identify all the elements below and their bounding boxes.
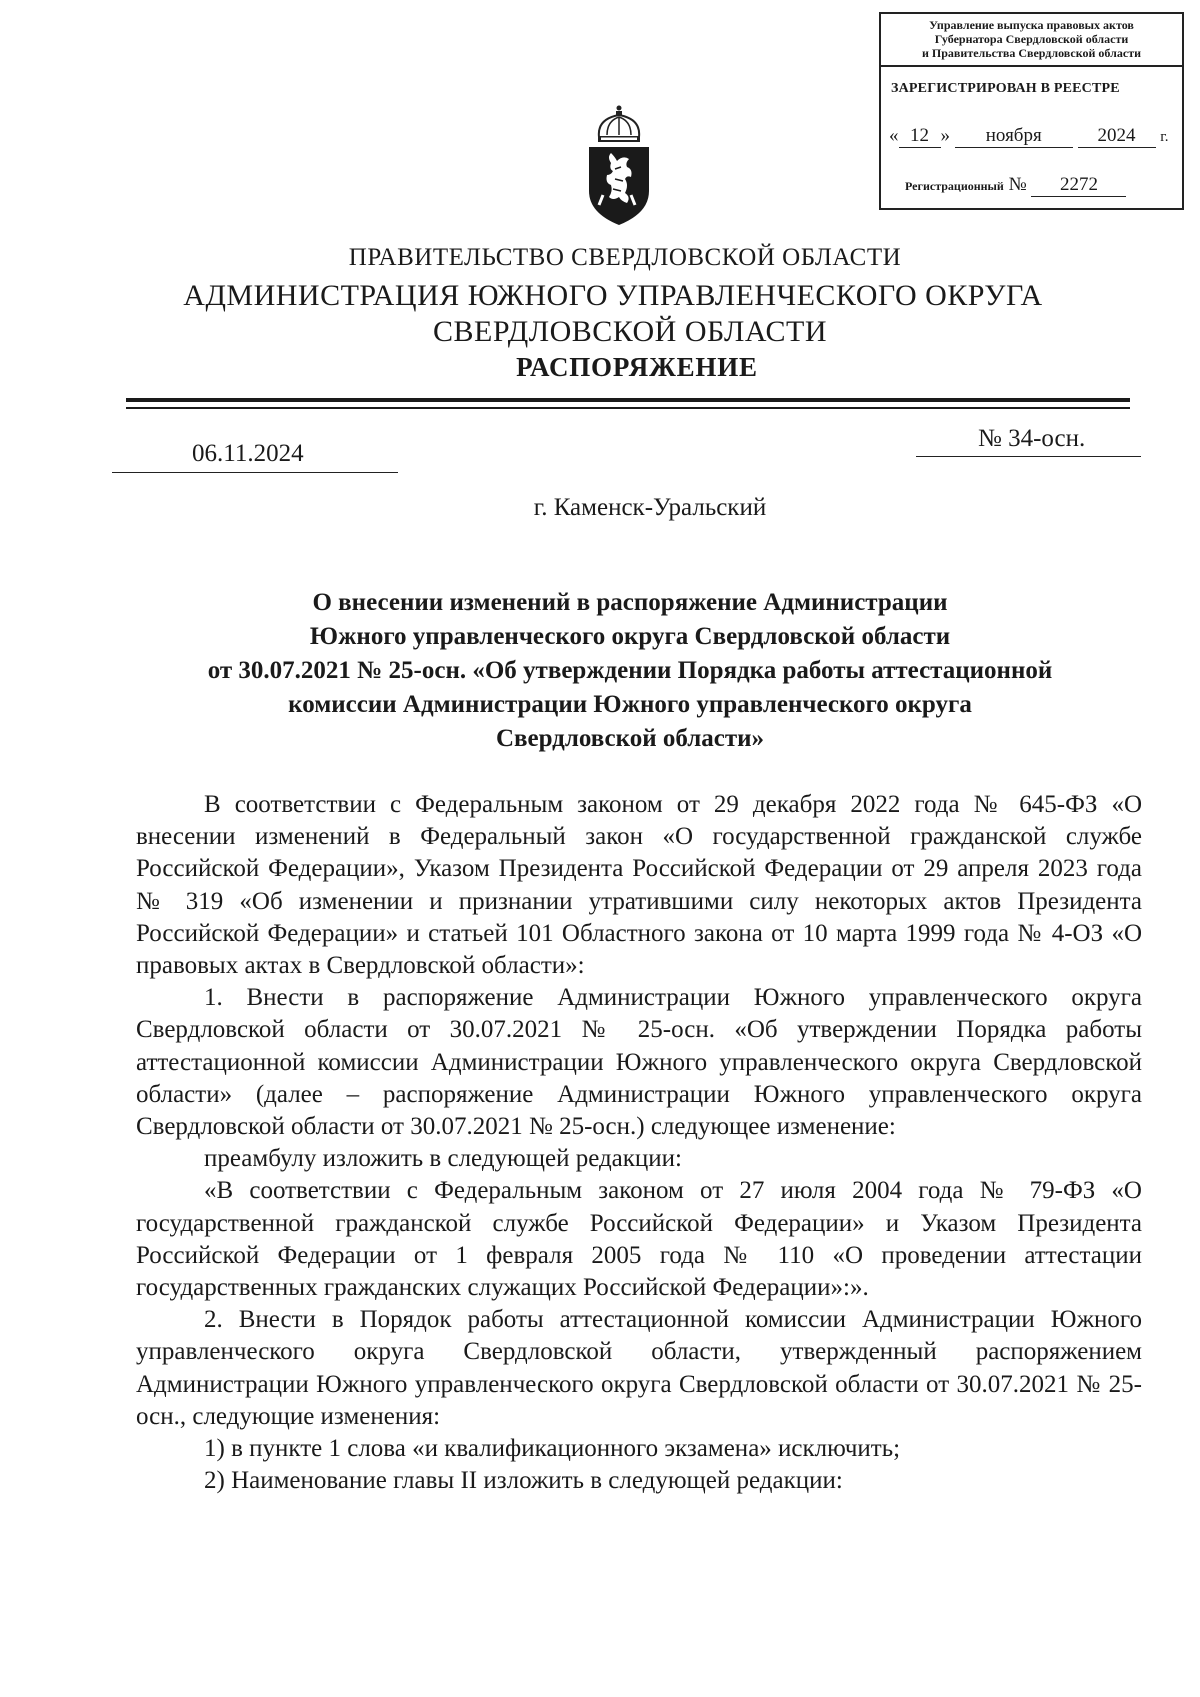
body-paragraph-new-preamble: «В соответствии с Федеральным законом от 27 июля 2004 года № 79-ФЗ «О государственной гражданской службе Российской Федерации» и Указом Президента Российской Федерации от 1 февраля 2005 года № 110 «О проведении аттестации государственных гражданских служащих Российской Федерации»:». — [136, 1177, 1142, 1302]
document-title — [140, 586, 1120, 756]
title-line: Южного управленческого округа Свердловской области — [309, 623, 951, 650]
coat-of-arms-icon — [585, 105, 653, 229]
body-paragraph-subitem2: 2) Наименование главы II изложить в следующей редакции: — [204, 1467, 843, 1495]
stamp-reg-label: Регистрационный — [905, 179, 1004, 193]
body-paragraph-item1: 1. Внести в распоряжение Администрации Южного управленческого округа Свердловской области от 30.07.2021 № 25-осн. «Об утверждении Порядка работы аттестационной комиссии Администрации Южного управленческого округа Свердловской области» (далее – распоряжение Администрации Южного управленческого округа Свердловской области от 30.07.2021 № 25-осн.) следующее изменение: — [136, 984, 1142, 1141]
document-body — [136, 789, 1142, 1497]
body-paragraph-item2: 2. Внести в Порядок работы аттестационной комиссии Администрации Южного управленческого округа Свердловской области, утвержденный распоряжением Администрации Южного управленческого округа Свердловской области от 30.07.2021 № 25-осн., следующие изменения: — [136, 1306, 1142, 1430]
document-number: № 34-осн. — [916, 425, 1141, 457]
stamp-open-quote: « — [889, 125, 899, 146]
title-line: комиссии Администрации Южного управленческого округа — [288, 691, 972, 718]
administration-name-line1: АДМИНИСТРАЦИЯ ЮЖНОГО УПРАВЛЕНЧЕСКОГО ОКРУГА — [183, 279, 1043, 312]
title-line: от 30.07.2021 № 25-осн. «Об утверждении Порядка работы аттестационной — [207, 657, 1053, 684]
stamp-registered-label: ЗАРЕГИСТРИРОВАН В РЕЕСТРЕ — [891, 81, 1120, 96]
body-paragraph-subitem1: 1) в пункте 1 слова «и квалификационного экзамена» исключить; — [204, 1435, 901, 1463]
document-city: г. Каменск-Уральский — [533, 494, 767, 521]
title-line: О внесении изменений в распоряжение Администрации — [312, 589, 948, 616]
stamp-year: 2024 — [1078, 125, 1156, 148]
stamp-year-suffix: г. — [1160, 129, 1169, 145]
stamp-close-quote: » — [940, 125, 950, 146]
body-paragraph-preamble-instruction: преамбулу изложить в следующей редакции: — [204, 1145, 683, 1173]
title-line: Свердловской области» — [495, 725, 765, 752]
stamp-no-sign: № — [1008, 174, 1027, 195]
stamp-date — [889, 125, 1179, 148]
stamp-office — [881, 14, 1182, 67]
header-divider-thin — [126, 407, 1130, 409]
government-name: ПРАВИТЕЛЬСТВО СВЕРДЛОВСКОЙ ОБЛАСТИ — [348, 244, 902, 271]
document-date: 06.11.2024 — [112, 440, 398, 473]
stamp-day: 12 — [899, 125, 941, 148]
header-divider — [126, 398, 1130, 402]
registry-stamp — [879, 12, 1184, 210]
stamp-number-value: 2272 — [1031, 174, 1126, 197]
stamp-office-line: Управление выпуска правовых актов — [929, 18, 1134, 32]
stamp-reg-number — [905, 174, 1126, 197]
stamp-month: ноября — [955, 125, 1073, 148]
body-paragraph-preamble: В соответствии с Федеральным законом от 29 декабря 2022 года № 645-ФЗ «О внесении изменений в Федеральный закон «О государственной гражданской службе Российской Федерации», Указом Президента Российской Федерации от 29 апреля 2023 года № 319 «Об изменении и признании утратившими силу некоторых актов Президента Российской Федерации» и статьей 101 Областного закона от 10 марта 1999 года № 4-ОЗ «О правовых актах в Свердловской области»: — [136, 791, 1142, 980]
stamp-office-line: и Правительства Свердловской области — [922, 46, 1141, 60]
administration-name-line2: СВЕРДЛОВСКОЙ ОБЛАСТИ — [432, 315, 828, 348]
document-type: РАСПОРЯЖЕНИЕ — [516, 352, 758, 382]
stamp-office-line: Губернатора Свердловской области — [934, 32, 1129, 46]
